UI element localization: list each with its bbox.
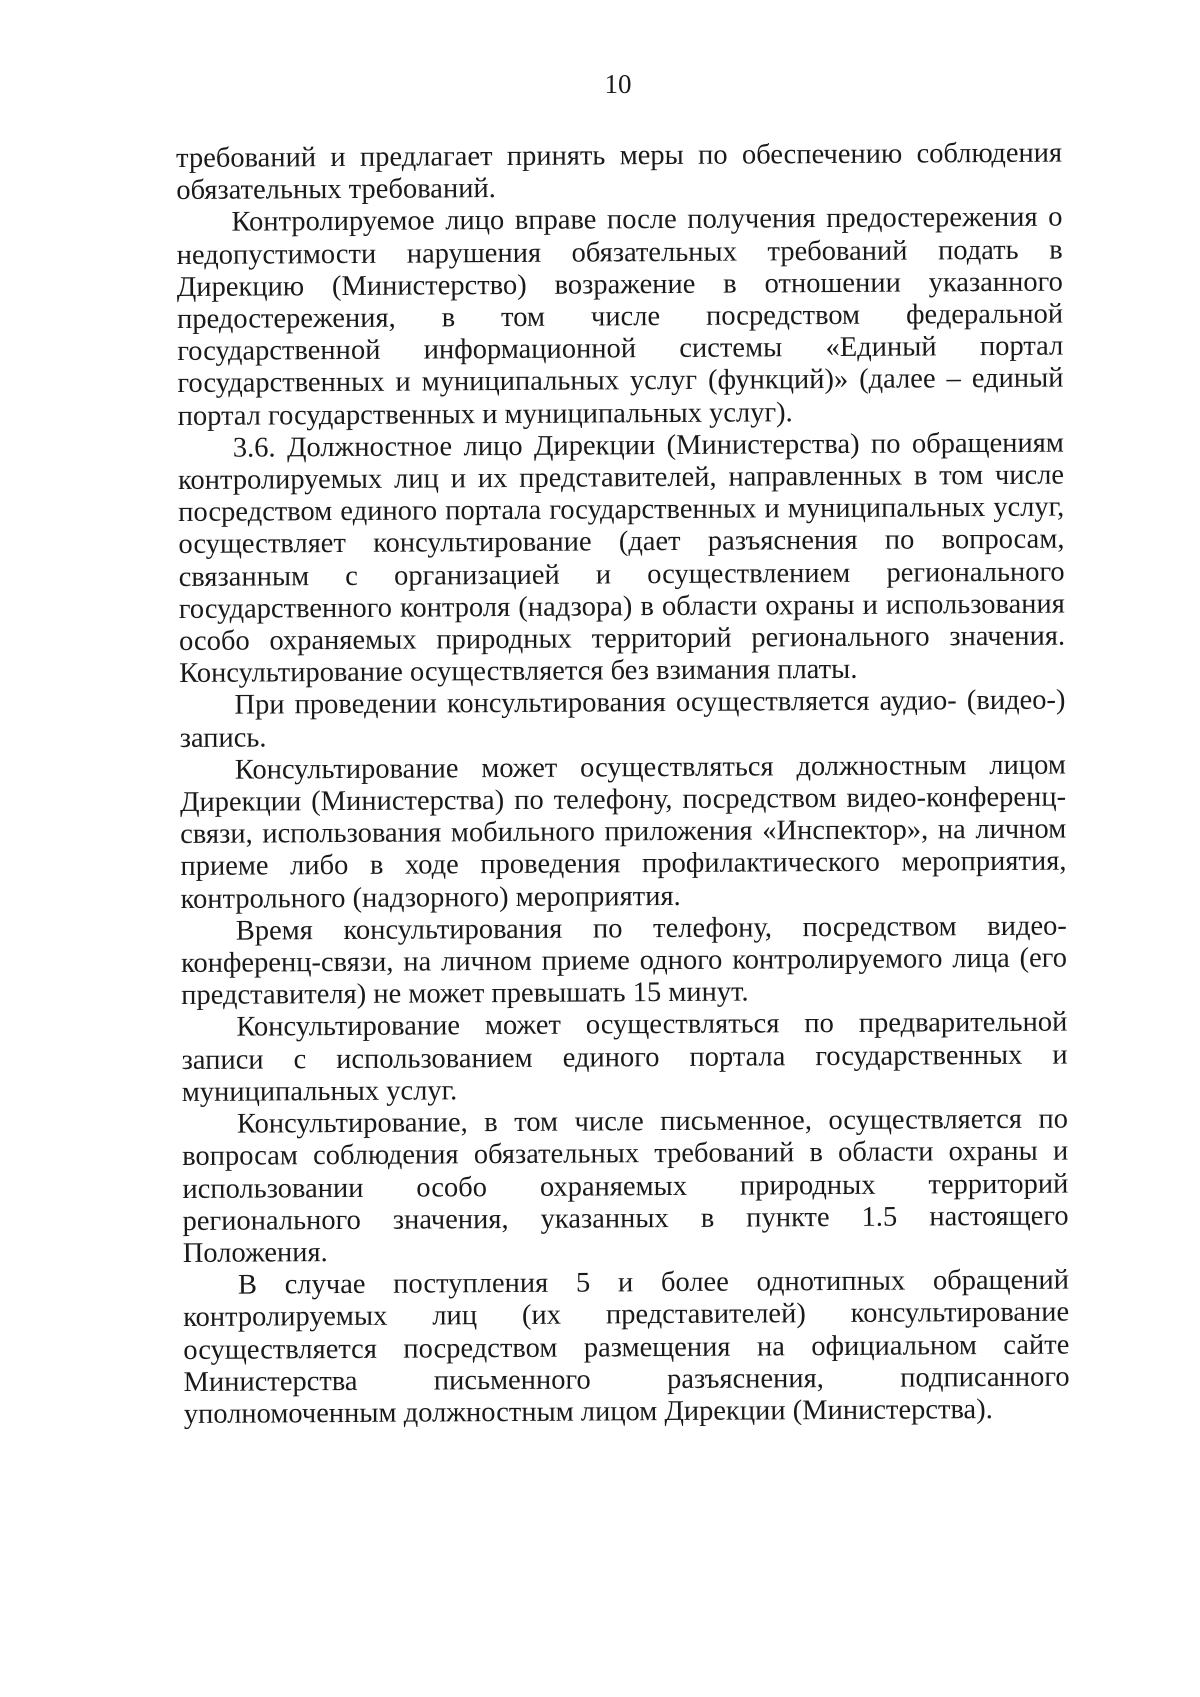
paragraph-consulting-time: Время консультирования по телефону, посредством видео-конференц-связи, на личном приеме одного контролируемого лица (его представителя) не может превышать 15 минут.: [180, 910, 1068, 1012]
page-number: 10: [604, 69, 632, 99]
paragraph-objection-right: Контролируемое лицо вправе после получения предостережения о недопустимости нарушения обязательных требований подать в Дирекцию (Министерство) возражение в отношении указанного предостережения, в том числе посредством федеральной государственной информационной системы «Единый портал государственных и муниципальных услуг (функций)» (далее – единый портал государственных и муниципальных услуг).: [176, 201, 1064, 432]
paragraph-preliminary-record: Консультирование может осуществляться по предварительной записи с использованием единого портала государственных и муниципальных услуг.: [181, 1007, 1068, 1108]
paragraph-continuation: требований и предлагает принять меры по обеспечению соблюдения обязательных требований.: [176, 137, 1063, 207]
paragraph-3-6-consulting: 3.6. Должностное лицо Дирекции (Министерства) по обращениям контролируемых лиц и их представителей, направленных в том числе посредством единого портала государственных и муниципальных услуг, осуществляет консультирование (дает разъяснения по вопросам, связанным с организацией и осуществлением регионального государственного контроля (надзора) в области охраны и использования особо охраняемых природных территорий регионального значения. Консультирование осуществляется без взимания платы.: [177, 427, 1066, 690]
document-body: [176, 138, 1070, 1432]
paragraph-consulting-methods: Консультирование может осуществляться должностным лицом Дирекции (Министерства) по телефону, посредством видео-конференц-связи, использования мобильного приложения «Инспектор», на личном приеме либо в ходе проведения профилактического мероприятия, контрольного (надзорного) мероприятия.: [179, 749, 1067, 915]
paragraph-recording: При проведении консультирования осуществляется аудио- (видео-) запись.: [179, 685, 1066, 754]
paragraph-similar-requests: В случае поступления 5 и более однотипных обращений контролируемых лиц (их представителей) консультирование осуществляется посредством размещения на официальном сайте Министерства письменного разъяснения, подписанного уполномоченным должностным лицом Дирекции (Министерства).: [183, 1264, 1070, 1430]
paragraph-consulting-topics: Консультирование, в том числе письменное, осуществляется по вопросам соблюдения обязательных требований в области охраны и использовании особо охраняемых природных территорий регионального значения, указанных в пункте 1.5 настоящего Положения.: [182, 1103, 1069, 1269]
